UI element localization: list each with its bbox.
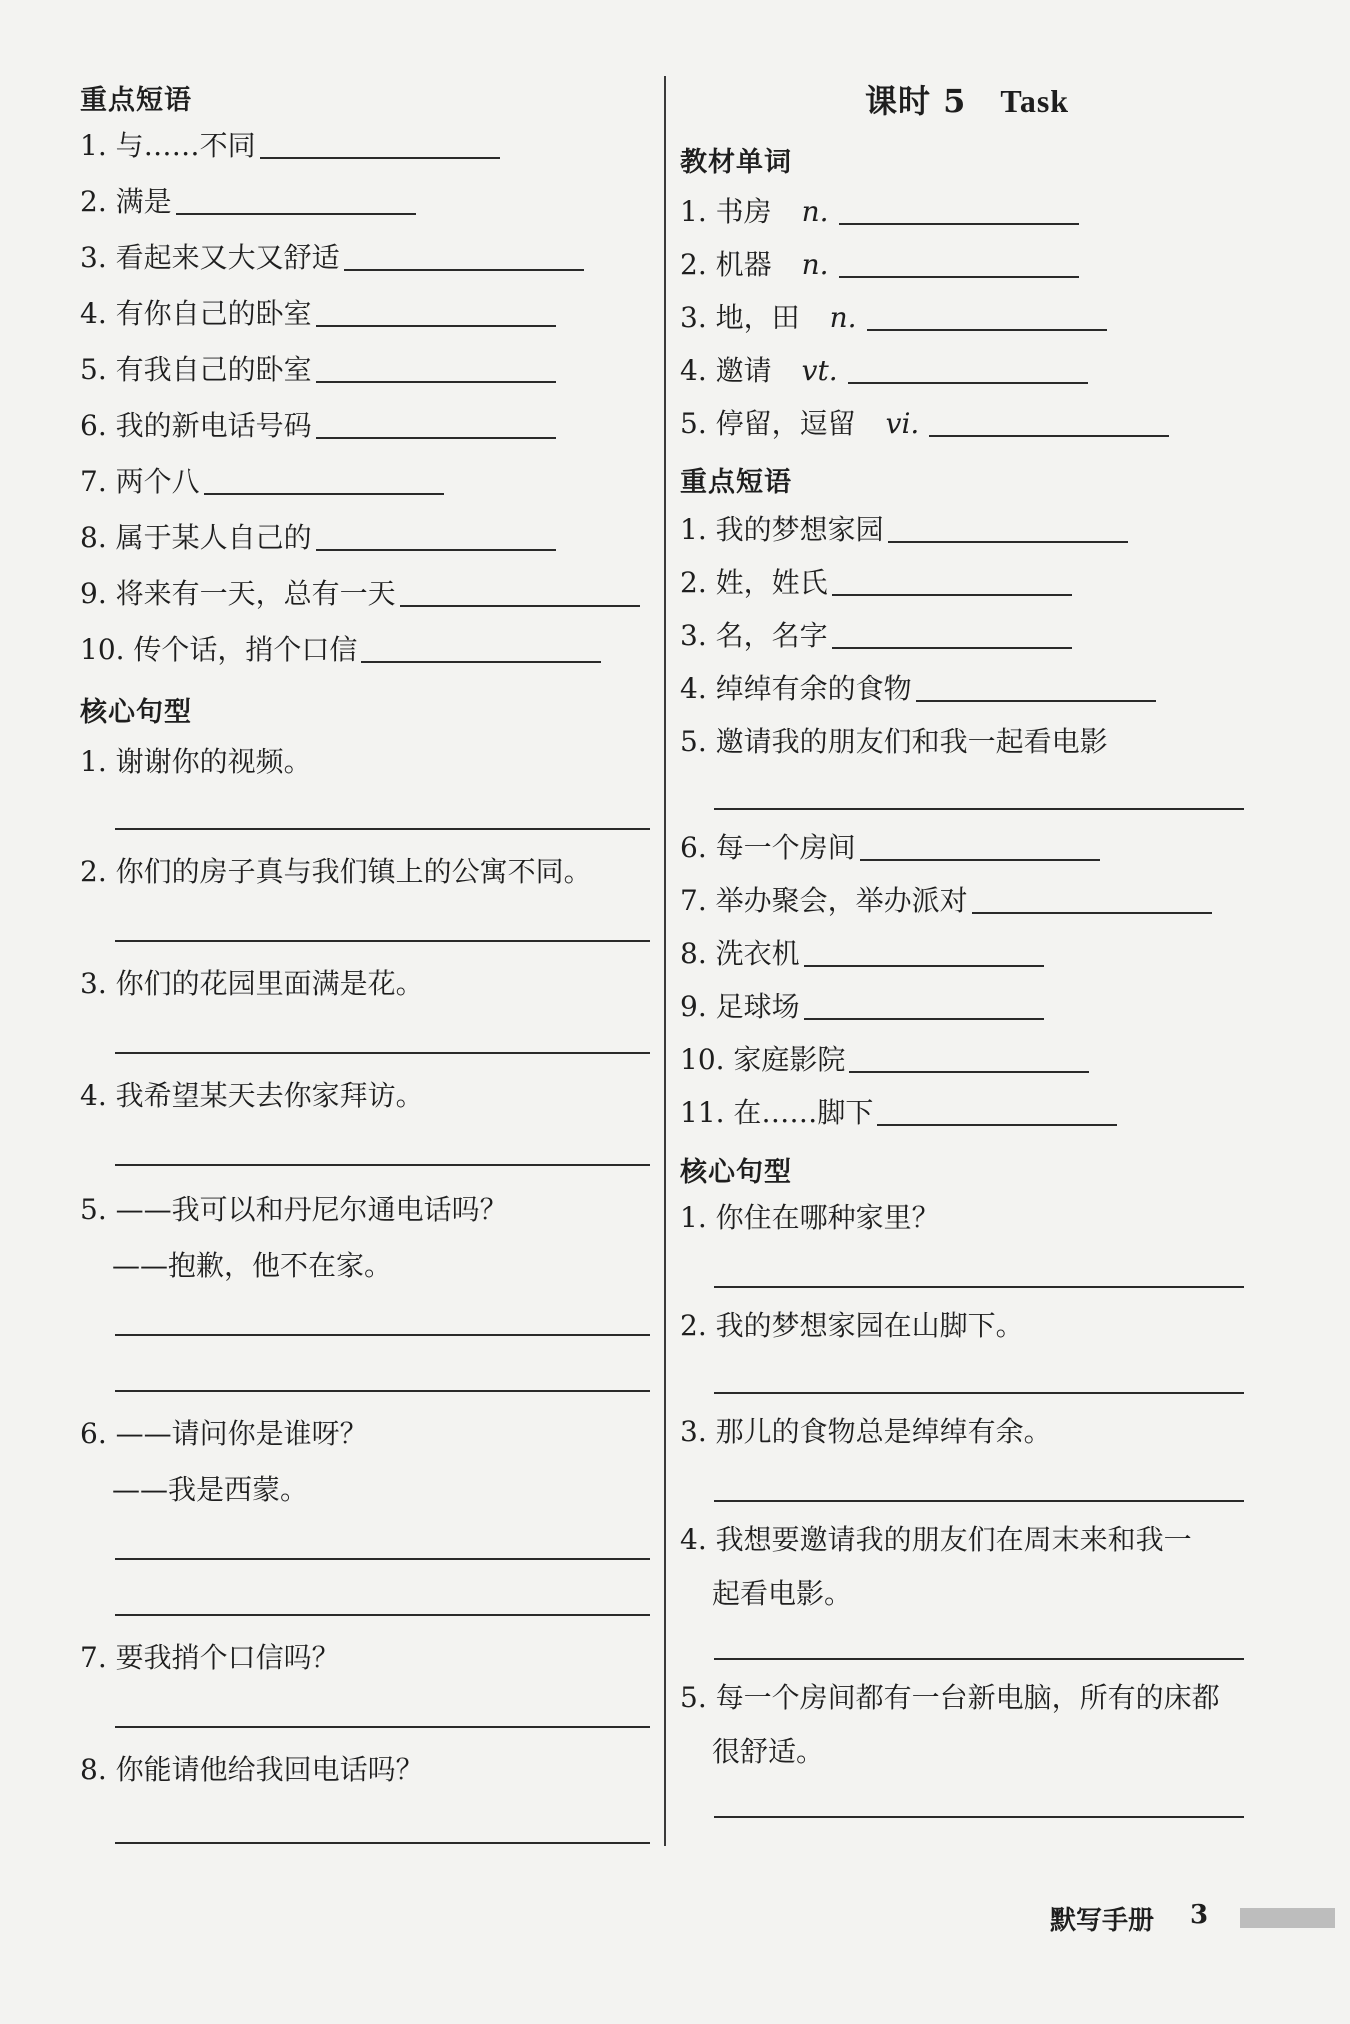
left-sentence-5a: 5. ——我可以和丹尼尔通电话吗？: [80, 1193, 508, 1226]
answer-line[interactable]: [714, 1286, 1244, 1288]
answer-blank[interactable]: [804, 1017, 1044, 1020]
left-sentence-7: 7. 要我捎个口信吗？: [80, 1641, 340, 1674]
book-title: 默写手册: [1050, 1906, 1155, 1936]
right-sentence-5a: 5. 每一个房间都有一台新电脑，所有的床都: [680, 1681, 1220, 1714]
answer-line[interactable]: [115, 1164, 650, 1166]
right-phrase-8: [680, 934, 1044, 974]
page-number: 3: [1190, 1900, 1209, 1930]
right-phrase-8-text: 8. 洗衣机: [680, 937, 800, 970]
word-3-pos: n.: [829, 301, 857, 334]
right-phrase-2: [680, 563, 1072, 603]
left-phrase-10: [80, 630, 601, 670]
left-phrase-4-text: 4. 有你自己的卧室: [80, 297, 312, 330]
right-phrase-7-text: 7. 举办聚会，举办派对: [680, 884, 968, 917]
right-phrase-2-text: 2. 姓，姓氏: [680, 566, 828, 599]
answer-blank[interactable]: [849, 1070, 1089, 1073]
word-2: [680, 245, 1079, 285]
right-sentence-4a: 4. 我想要邀请我的朋友们在周末来和我一: [680, 1523, 1192, 1556]
answer-blank[interactable]: [972, 911, 1212, 914]
answer-line[interactable]: [115, 940, 650, 942]
left-sentence-6b: ——我是西蒙。: [112, 1473, 309, 1506]
word-4-pos: vt.: [801, 354, 838, 387]
column-divider: [664, 76, 666, 1846]
answer-line[interactable]: [115, 1390, 650, 1392]
word-3-text: 3. 地，田: [680, 301, 800, 334]
answer-line[interactable]: [115, 1334, 650, 1336]
right-sentence-1: 1. 你住在哪种家里？: [680, 1201, 940, 1234]
left-sentence-4: 4. 我希望某天去你家拜访。: [80, 1079, 424, 1112]
footer-bar: [1240, 1908, 1335, 1928]
answer-blank[interactable]: [888, 540, 1128, 543]
left-phrase-6: [80, 406, 556, 446]
right-phrase-10-text: 10. 家庭影院: [680, 1043, 846, 1076]
left-phrase-9-text: 9. 将来有一天，总有一天: [80, 577, 396, 610]
answer-blank[interactable]: [839, 222, 1079, 225]
left-phrase-7-text: 7. 两个八: [80, 465, 200, 498]
word-3: [680, 298, 1107, 338]
right-phrase-6-text: 6. 每一个房间: [680, 831, 856, 864]
answer-blank[interactable]: [316, 436, 556, 439]
word-2-text: 2. 机器: [680, 248, 772, 281]
left-sentence-2: 2. 你们的房子真与我们镇上的公寓不同。: [80, 855, 592, 888]
answer-blank[interactable]: [204, 492, 444, 495]
lesson-name: Task: [1000, 83, 1070, 119]
left-phrase-1-text: 1. 与……不同: [80, 129, 256, 162]
right-phrase-10: [680, 1040, 1089, 1080]
word-5-pos: vi.: [885, 407, 920, 440]
answer-line[interactable]: [115, 1052, 650, 1054]
answer-blank[interactable]: [804, 964, 1044, 967]
answer-blank[interactable]: [260, 156, 500, 159]
answer-line[interactable]: [115, 828, 650, 830]
word-1-pos: n.: [801, 195, 829, 228]
answer-blank[interactable]: [176, 212, 416, 215]
answer-line[interactable]: [115, 1842, 650, 1844]
left-sentence-6a: 6. ——请问你是谁呀？: [80, 1417, 368, 1450]
right-phrase-9-text: 9. 足球场: [680, 990, 800, 1023]
right-phrase-1-text: 1. 我的梦想家园: [680, 513, 884, 546]
right-phrase-11: [680, 1093, 1117, 1133]
left-phrase-5: [80, 350, 556, 390]
right-phrase-4-text: 4. 绰绰有余的食物: [680, 672, 912, 705]
left-phrase-1: [80, 126, 500, 166]
right-phrase-4: [680, 669, 1156, 709]
left-phrase-5-text: 5. 有我自己的卧室: [80, 353, 312, 386]
word-2-pos: n.: [801, 248, 829, 281]
answer-blank[interactable]: [839, 275, 1079, 278]
right-phrase-9: [680, 987, 1044, 1027]
answer-blank[interactable]: [361, 660, 601, 663]
right-sentence-3: 3. 那儿的食物总是绰绰有余。: [680, 1415, 1052, 1448]
left-phrases-heading: 重点短语: [80, 85, 192, 116]
answer-blank[interactable]: [929, 434, 1169, 437]
answer-blank[interactable]: [860, 858, 1100, 861]
left-sentence-3: 3. 你们的花园里面满是花。: [80, 967, 424, 1000]
left-phrase-2: [80, 182, 416, 222]
word-5: [680, 404, 1169, 444]
right-phrase-3-text: 3. 名，名字: [680, 619, 828, 652]
answer-line[interactable]: [714, 1500, 1244, 1502]
right-words-heading: 教材单词: [680, 147, 792, 178]
lesson-title: [865, 76, 1069, 122]
right-phrase-3: [680, 616, 1072, 656]
answer-blank[interactable]: [344, 268, 584, 271]
word-4: [680, 351, 1088, 391]
answer-line[interactable]: [714, 808, 1244, 810]
answer-blank[interactable]: [832, 593, 1072, 596]
word-5-text: 5. 停留，逗留: [680, 407, 856, 440]
left-phrase-8: [80, 518, 556, 558]
answer-blank[interactable]: [832, 646, 1072, 649]
answer-blank[interactable]: [867, 328, 1107, 331]
answer-line[interactable]: [714, 1658, 1244, 1660]
left-sentence-8: 8. 你能请他给我回电话吗？: [80, 1753, 424, 1786]
answer-blank[interactable]: [848, 381, 1088, 384]
right-phrases-heading: 重点短语: [680, 467, 792, 498]
answer-line[interactable]: [115, 1726, 650, 1728]
answer-blank[interactable]: [877, 1123, 1117, 1126]
left-phrase-3-text: 3. 看起来又大又舒适: [80, 241, 340, 274]
right-sentence-2: 2. 我的梦想家园在山脚下。: [680, 1309, 1024, 1342]
left-phrase-3: [80, 238, 584, 278]
left-sentence-5b: ——抱歉，他不在家。: [112, 1249, 393, 1282]
left-phrase-2-text: 2. 满是: [80, 185, 172, 218]
answer-blank[interactable]: [400, 604, 640, 607]
answer-blank[interactable]: [916, 699, 1156, 702]
answer-blank[interactable]: [316, 548, 556, 551]
answer-line[interactable]: [714, 1392, 1244, 1394]
left-phrase-4: [80, 294, 556, 334]
answer-blank[interactable]: [316, 380, 556, 383]
answer-line[interactable]: [714, 1816, 1244, 1818]
right-phrase-11-text: 11. 在……脚下: [680, 1096, 874, 1129]
right-phrase-7: [680, 881, 1212, 921]
left-phrase-6-text: 6. 我的新电话号码: [80, 409, 312, 442]
right-sentences-heading: 核心句型: [680, 1157, 792, 1188]
word-4-text: 4. 邀请: [680, 354, 772, 387]
right-sentence-5b: 很舒适。: [712, 1735, 825, 1768]
answer-line[interactable]: [115, 1558, 650, 1560]
left-sentence-1: 1. 谢谢你的视频。: [80, 745, 312, 778]
left-phrase-9: [80, 574, 640, 614]
right-phrase-6: [680, 828, 1100, 868]
left-sentences-heading: 核心句型: [80, 697, 192, 728]
right-phrase-1: [680, 510, 1128, 550]
left-phrase-10-text: 10. 传个话，捎个口信: [80, 633, 358, 666]
right-phrase-5: 5. 邀请我的朋友们和我一起看电影: [680, 725, 1108, 758]
left-phrase-7: [80, 462, 444, 502]
right-sentence-4b: 起看电影。: [712, 1577, 853, 1610]
answer-line[interactable]: [115, 1614, 650, 1616]
answer-blank[interactable]: [316, 324, 556, 327]
word-1: [680, 192, 1079, 232]
lesson-number: 课时 5: [865, 82, 967, 120]
left-phrase-8-text: 8. 属于某人自己的: [80, 521, 312, 554]
word-1-text: 1. 书房: [680, 195, 772, 228]
